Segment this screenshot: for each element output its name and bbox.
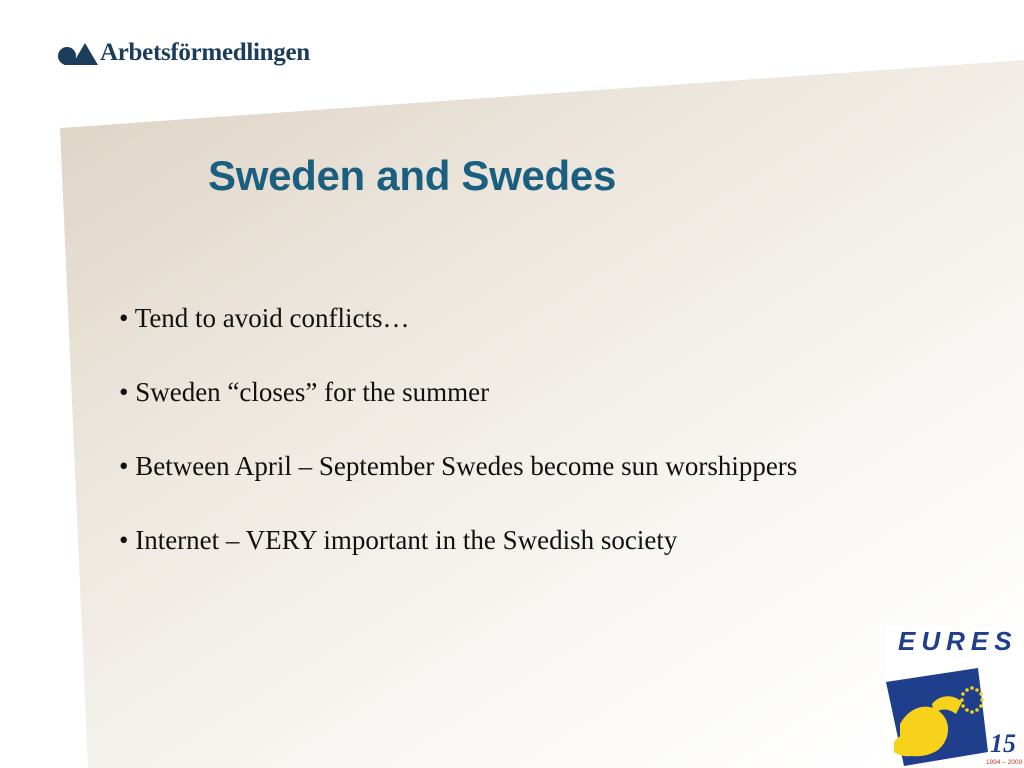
eures-emblem-icon <box>886 654 1024 768</box>
arbetsformedlingen-logo <box>58 38 310 68</box>
anniversary-years: 1994 – 2009 <box>986 759 1023 766</box>
bullet-item: • Between April – September Swedes become sun worshippers <box>119 451 798 481</box>
bullet-item: • Tend to avoid conflicts… <box>119 303 410 333</box>
bullet-list <box>119 300 879 596</box>
logo-text: Arbetsförmedlingen <box>100 39 310 66</box>
bullet-item: • Internet – VERY important in the Swedish society <box>119 525 678 555</box>
eures-wordmark: EURES <box>898 626 1018 656</box>
anniversary-number: 15 <box>990 729 1016 758</box>
logo-mark-icon <box>58 40 98 66</box>
eures-logo <box>886 626 1024 768</box>
slide-title: Sweden and Swedes <box>208 152 617 199</box>
bullet-item: • Sweden “closes” for the summer <box>119 377 490 407</box>
